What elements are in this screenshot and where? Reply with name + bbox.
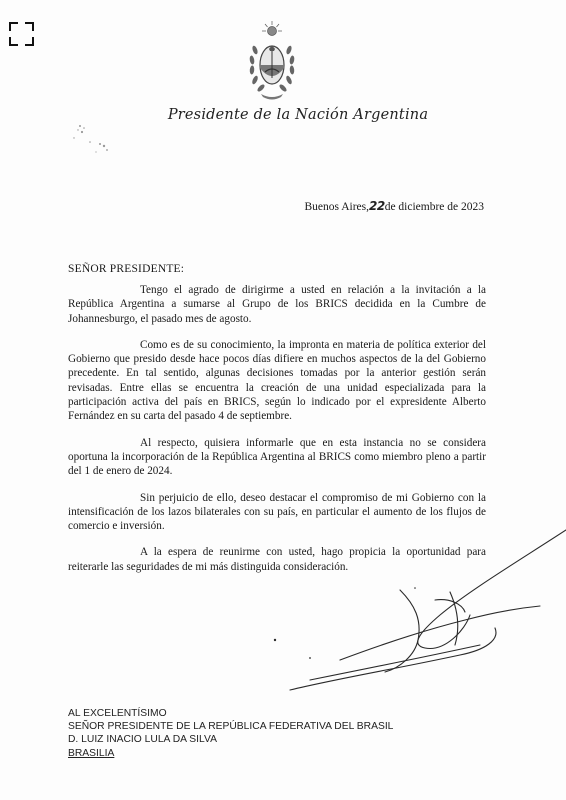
paragraph: Al respecto, quisiera informarle que en esta instancia no se considera oportuna la incorporación de la República Argentina al BRICS como miembro pleno a partir del 1 de enero de 2024. (68, 436, 486, 478)
paragraph: Tengo el agrado de dirigirme a usted en relación a la invitación a la República Argentina a sumarse al Grupo de los BRICS decidida en la Cumbre de Johannesburgo, el pasado mes de agosto. (68, 284, 486, 325)
salutation: SEÑOR PRESIDENTE: (68, 263, 185, 275)
recipient-line: D. LUIZ INACIO LULA DA SILVA (68, 734, 217, 746)
recipient-block (68, 707, 393, 760)
expand-corner-top-left (9, 22, 18, 31)
stamp-smudge (60, 120, 130, 170)
signature-icon (250, 520, 566, 720)
paragraph: A la espera de reunirme con usted, hago propicia la oportunidad para reiterarle las seguridades de mi más distinguida consideración. (68, 546, 486, 573)
recipient-line: SEÑOR PRESIDENTE DE LA REPÚBLICA FEDERATIVA DEL BRASIL (68, 721, 394, 733)
recipient-line: AL EXCELENTÍSIMO (68, 708, 167, 719)
date-prefix: Buenos Aires, (304, 201, 369, 213)
coat-of-arms-icon (243, 20, 301, 102)
date-day-handwritten: 22 (368, 199, 385, 213)
letterhead-title: Presidente de la Nación Argentina (167, 107, 429, 123)
paragraph: Sin perjuicio de ello, deseo destacar el compromiso de mi Gobierno con la intensificación de los lazos bilaterales con su país, en particular el aumento de los flujos de comercio e inversión. (68, 491, 486, 533)
recipient-city: BRASILIA (68, 747, 115, 759)
expand-corner-bottom-right (25, 37, 34, 46)
expand-corner-bottom-left (9, 37, 18, 46)
paragraph: Como es de su conocimiento, la impronta en materia de política exterior del Gobierno que presido desde hace pocos días difiere en muchos aspectos de la del Gobierno precedente. En tal sentido, algunas decisiones tomadas por la anterior gestión serán revisadas. Entre ellas se encuentra la creación de una unidad especializada para la participación activa del país en BRICS, según lo indicado por el expresidente Alberto Fernández en su carta del pasado 4 de septiembre. (68, 338, 486, 423)
expand-corner-top-right (25, 22, 34, 31)
date-suffix: de diciembre de 2023 (384, 201, 484, 213)
letter-date (304, 199, 484, 213)
